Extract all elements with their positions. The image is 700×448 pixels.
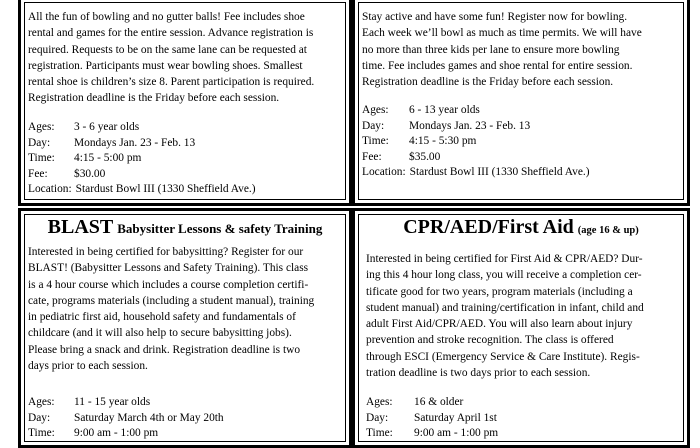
bowling-young-box [18, 0, 352, 206]
detail-row-fee [28, 167, 256, 183]
detail-label: Day: [28, 136, 51, 149]
detail-row-time [28, 426, 224, 442]
cpr-title [355, 216, 687, 239]
detail-label: Ages: [28, 121, 55, 133]
detail-row-day [362, 119, 590, 135]
detail-label: Ages: [362, 104, 389, 116]
detail-value: Mondays Jan. 23 - Feb. 13 [74, 136, 196, 149]
detail-row-ages [362, 103, 590, 119]
detail-value: 9:00 am - 1:00 pm [74, 427, 159, 440]
detail-row-location [362, 165, 590, 181]
cpr-title-sub: (age 16 & up) [577, 225, 639, 236]
detail-value: 4:15 - 5:30 pm [409, 135, 477, 148]
detail-row-time [366, 426, 498, 442]
cpr-title-main: CPR/AED/First Aid [403, 216, 574, 238]
detail-label: Day: [362, 119, 385, 132]
blast-box [18, 208, 352, 448]
detail-value: $35.00 [409, 150, 441, 163]
detail-value: 16 & older [414, 396, 464, 408]
blast-details [28, 395, 224, 442]
bowling-older-box [352, 0, 690, 206]
detail-label: Day: [366, 411, 389, 424]
detail-row-location [28, 182, 256, 198]
blast-description: Interested in being certified for babysitting? Register for our BLAST! (Babysitter Lessons and Safety Training). This class is a 4 hour course which includes a course completion certifi- cate, programs materials (including a student manual), training in pediatric first aid, household safety and fundamentals of childcare (and it will also help to secure babysitting jobs). Please bring a snack and drink. Registration deadline is two days prior to each session. [28, 246, 315, 373]
detail-label: Ages: [366, 396, 393, 408]
detail-row-day [28, 411, 224, 427]
detail-row-day [366, 411, 498, 427]
detail-row-fee [362, 150, 590, 166]
bowling-young-description: All the fun of bowling and no gutter balls! Fee includes shoe rental and games for the entire session. Advance registration is required. Requests to be on the same lane can be requested at registration. Participants must wear bowling shoes. Smallest rental shoe is children’s size 8. Parent participation is required. Registration deadline is the Friday before each session. [28, 11, 315, 105]
detail-label: Fee: [28, 167, 48, 180]
detail-label: Location: [362, 166, 406, 179]
detail-label: Time: [28, 427, 55, 440]
detail-value: 6 - 13 year olds [409, 104, 480, 116]
detail-row-time [28, 151, 256, 167]
cpr-details [366, 395, 498, 442]
detail-row-ages [28, 395, 224, 411]
detail-value: 3 - 6 year olds [74, 121, 140, 133]
detail-value: Stardust Bowl III (1330 Sheffield Ave.) [409, 166, 590, 179]
detail-value: Stardust Bowl III (1330 Sheffield Ave.) [75, 183, 256, 196]
bowling-older-description: Stay active and have some fun! Register now for bowling. Each week we’ll bowl as much as time permits. We will have no more than three kids per lane to ensure more bowling time. Fee includes games and shoe rental for entire session. Registration deadline is the Friday before each session. [362, 11, 642, 89]
detail-label: Time: [362, 135, 389, 148]
cpr-box [352, 208, 690, 448]
detail-value: Saturday March 4th or May 20th [74, 411, 224, 424]
detail-label: Time: [366, 427, 393, 440]
detail-label: Day: [28, 411, 51, 424]
blast-title [21, 216, 349, 239]
detail-value: $30.00 [74, 167, 106, 180]
detail-row-time [362, 134, 590, 150]
detail-row-day [28, 136, 256, 152]
blast-title-main: BLAST [47, 216, 114, 238]
blast-title-sub: Babysitter Lessons & safety Training [117, 221, 323, 236]
bowling-older-details [362, 103, 590, 181]
detail-label: Ages: [28, 396, 55, 408]
detail-value: 9:00 am - 1:00 pm [414, 427, 499, 440]
detail-value: 11 - 15 year olds [74, 396, 151, 408]
detail-row-ages [366, 395, 498, 411]
cpr-description: Interested in being certified for First Aid & CPR/AED? Dur- ing this 4 hour long class, you will receive a completion cer- tificate good for two years, program materials (including a student manual) and training/certification in infant, child and adult First Aid/CPR/AED. You will also learn about injury prevention and stroke recognition. The class is offered through ESCI (Emergency Service & Care Institute). Regis- tration deadline is two days prior to each session. [366, 253, 644, 380]
detail-value: 4:15 - 5:00 pm [74, 152, 142, 165]
detail-value: Saturday April 1st [414, 411, 497, 424]
detail-label: Fee: [362, 150, 382, 163]
detail-row-ages [28, 120, 256, 136]
detail-label: Time: [28, 152, 55, 165]
detail-label: Location: [28, 183, 72, 196]
bowling-young-details [28, 120, 256, 198]
detail-value: Mondays Jan. 23 - Feb. 13 [409, 119, 531, 132]
